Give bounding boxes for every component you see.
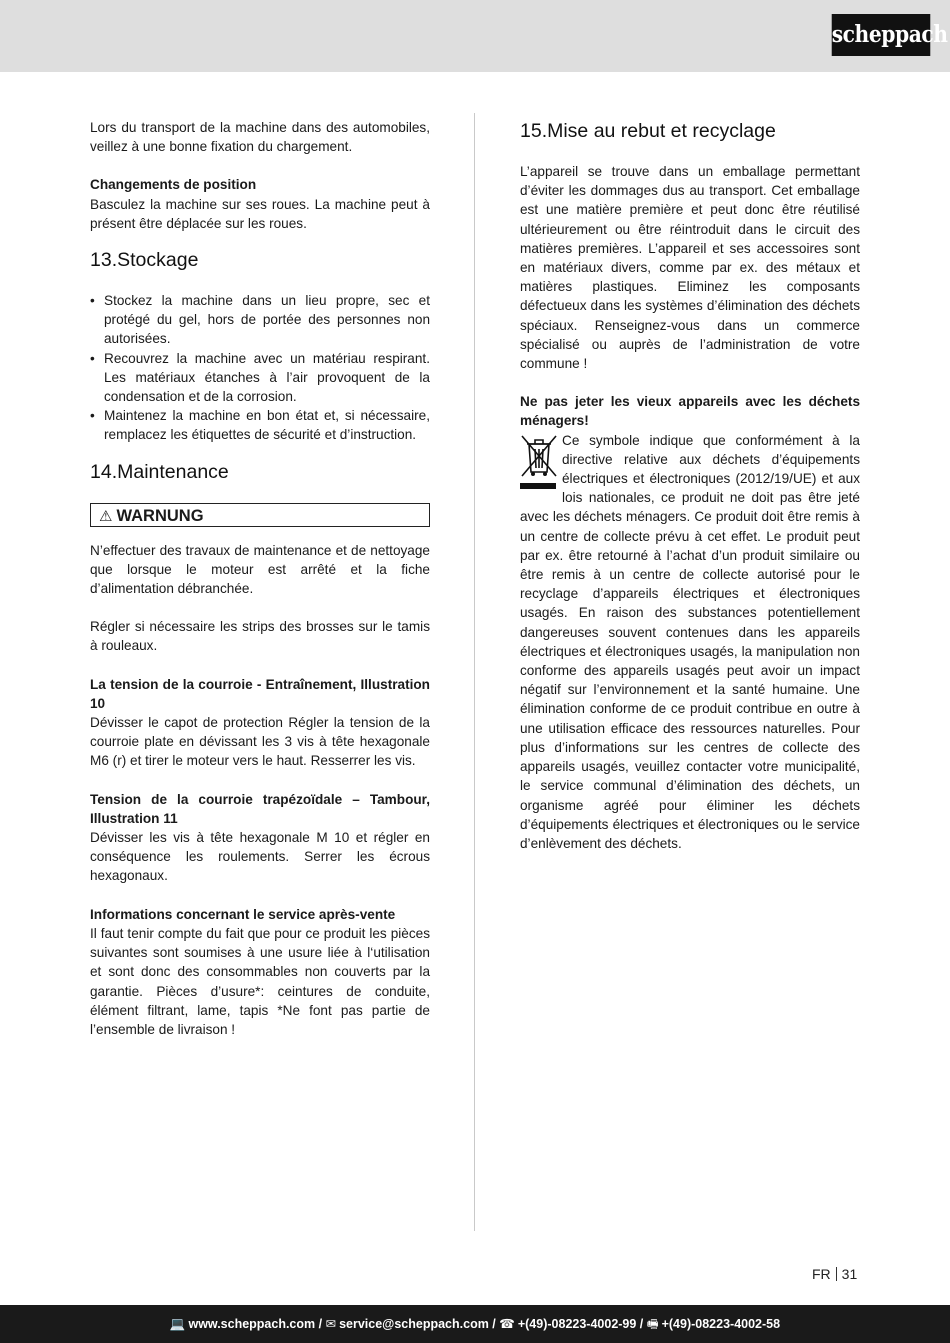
storage-number: 13. — [90, 249, 118, 272]
warning-text: N’effectuer des travaux de maintenance et de nettoyage que lorsque le moteur est arrêté et la fiche d’alimentation débranchée. — [90, 542, 430, 597]
footer-fax: +(49)-08223-4002-58 — [661, 1317, 781, 1331]
position-text: Basculez la machine sur ses roues. La machine peut à présent être déplacée sur les roues. — [90, 196, 430, 231]
page-number — [812, 1265, 857, 1283]
page-lang: FR — [812, 1266, 831, 1282]
footer-email[interactable]: service@scheppach.com / — [339, 1317, 496, 1331]
computer-icon: 💻 — [169, 1317, 186, 1331]
list-item: • Recouvrez la machine avec un matériau respirant. Les matériaux étanches à l’air provoquent de la condensation et de la corrosion. — [90, 349, 430, 407]
position-heading: Changements de position — [90, 177, 257, 193]
transport-text: Lors du transport de la machine dans des automobiles, veillez à une bonne fixation du chargement. — [90, 120, 430, 155]
list-item: • Stockez la machine dans un lieu propre, sec et protégé du gel, hors de portée des personnes non autorisées. — [90, 291, 430, 349]
footer-phone: +(49)-08223-4002-99 / — [517, 1317, 644, 1331]
warning-icon: ⚠ — [99, 507, 113, 525]
weee-text: Ce symbole indique que conformément à la directive relative aux déchets d’équipements électriques et électroniques (2012/19/UE) et aux lois nationales, ce produit ne doit pas être jeté avec les déchets ménagers. Ce produit doit être remis à un centre de collecte prévu à cet effet. Le produit peut par ex. être retourné à l’achat d’un produit similaire ou être remis à un centre de collecte autorisé pour le recyclage d’appareils électriques et électroniques usagés. En raison des substances potentiellement dangereuses souvent contenues dans les appareils électriques et électroniques usagés, la manipulation non conforme des appareils usagés peut avoir un impact négatif sur l’environnement et la santé humaine. Une élimination conforme de ce produit contribue en outre à une utilisation efficace des ressources naturelles. Pour plus d’informations sur les centres de collecte des appareils usagés, veuillez contacter votre municipalité, le service communal d’élimination des déchets, un organisme agréé pour éliminer les déchets d’équipements électriques et électroniques ou le service d’enlèvement des déchets. — [520, 432, 860, 851]
storage-title: Stockage — [117, 249, 199, 272]
warning-label: WARNUNG — [116, 506, 204, 525]
mail-icon: ✉ — [325, 1317, 337, 1331]
scheppach-logo: scheppach — [832, 14, 931, 56]
page-separator — [836, 1267, 837, 1281]
footer-bar — [0, 1305, 950, 1343]
fax-icon: 🖷 — [646, 1317, 659, 1331]
belt-text: Dévisser le capot de protection Régler la tension de la courroie plate en dévissant les 3 vis à tête hexagonale M6 (r) et tirer le moteur vers le haut. Resserrer les vis. — [90, 715, 430, 769]
belt-heading: La tension de la courroie - Entraînement, Illustration 10 — [90, 676, 430, 711]
vbelt-heading: Tension de la courroie trapézoïdale – Tambour, Illustration 11 — [90, 791, 430, 826]
column-divider — [474, 113, 475, 1231]
disposal-title: Mise au rebut et recyclage — [547, 120, 776, 142]
storage-list — [90, 291, 430, 445]
list-item: • Maintenez la machine en bon état et, si nécessaire, remplacez les étiquettes de sécurité et d’instruction. — [90, 406, 430, 444]
right-column — [520, 118, 860, 853]
service-heading: Informations concernant le service après-vente — [90, 906, 396, 922]
service-text: Il faut tenir compte du fait que pour ce produit les pièces suivantes sont soumises à une usure liée à l‘utilisation et sont donc des consommables non couverts par la garantie. Pièces d’usure*: ceintures de conduite, élément filtrant, lame, tapis *Ne font pas partie de l’ensemble de livraison ! — [90, 925, 430, 1037]
page-value: 31 — [841, 1266, 858, 1282]
storage-heading — [90, 247, 430, 273]
vbelt-text: Dévisser les vis à tête hexagonale M 10 et régler en conséquence les roulements. Serrer les écrous hexagonaux. — [90, 830, 430, 884]
disposal-text: L’appareil se trouve dans un emballage permettant d’éviter les dommages dus au transport. Cet emballage est une matière première et peut donc être réutilisé ultérieurement ou être réintroduit dans le circuit des matières premières. L’appareil et ses accessoires sont en matériaux divers, comme par ex. des métaux et matières plastiques. Eliminez les composants défectueux dans les systèmes d’élimination des déchets spéciaux. Renseignez-vous dans un commerce spécialisé ou auprès de l’administration de votre commune ! — [520, 164, 860, 372]
warning-box — [90, 503, 430, 527]
left-column — [90, 118, 430, 1039]
disposal-heading — [520, 118, 860, 144]
phone-icon: ☎ — [499, 1317, 515, 1331]
maintenance-number: 14. — [90, 460, 118, 483]
maintenance-heading — [90, 459, 430, 485]
crossed-bin-icon — [520, 432, 558, 490]
weee-heading: Ne pas jeter les vieux appareils avec les déchets ménagers! — [520, 394, 860, 429]
footer-web[interactable]: www.scheppach.com / — [188, 1317, 323, 1331]
disposal-number: 15. — [520, 120, 548, 142]
header-bar — [0, 0, 950, 72]
brushes-text: Régler si nécessaire les strips des brosses sur le tamis à rouleaux. — [90, 619, 430, 654]
weee-block — [520, 431, 860, 853]
maintenance-title: Maintenance — [117, 460, 229, 483]
